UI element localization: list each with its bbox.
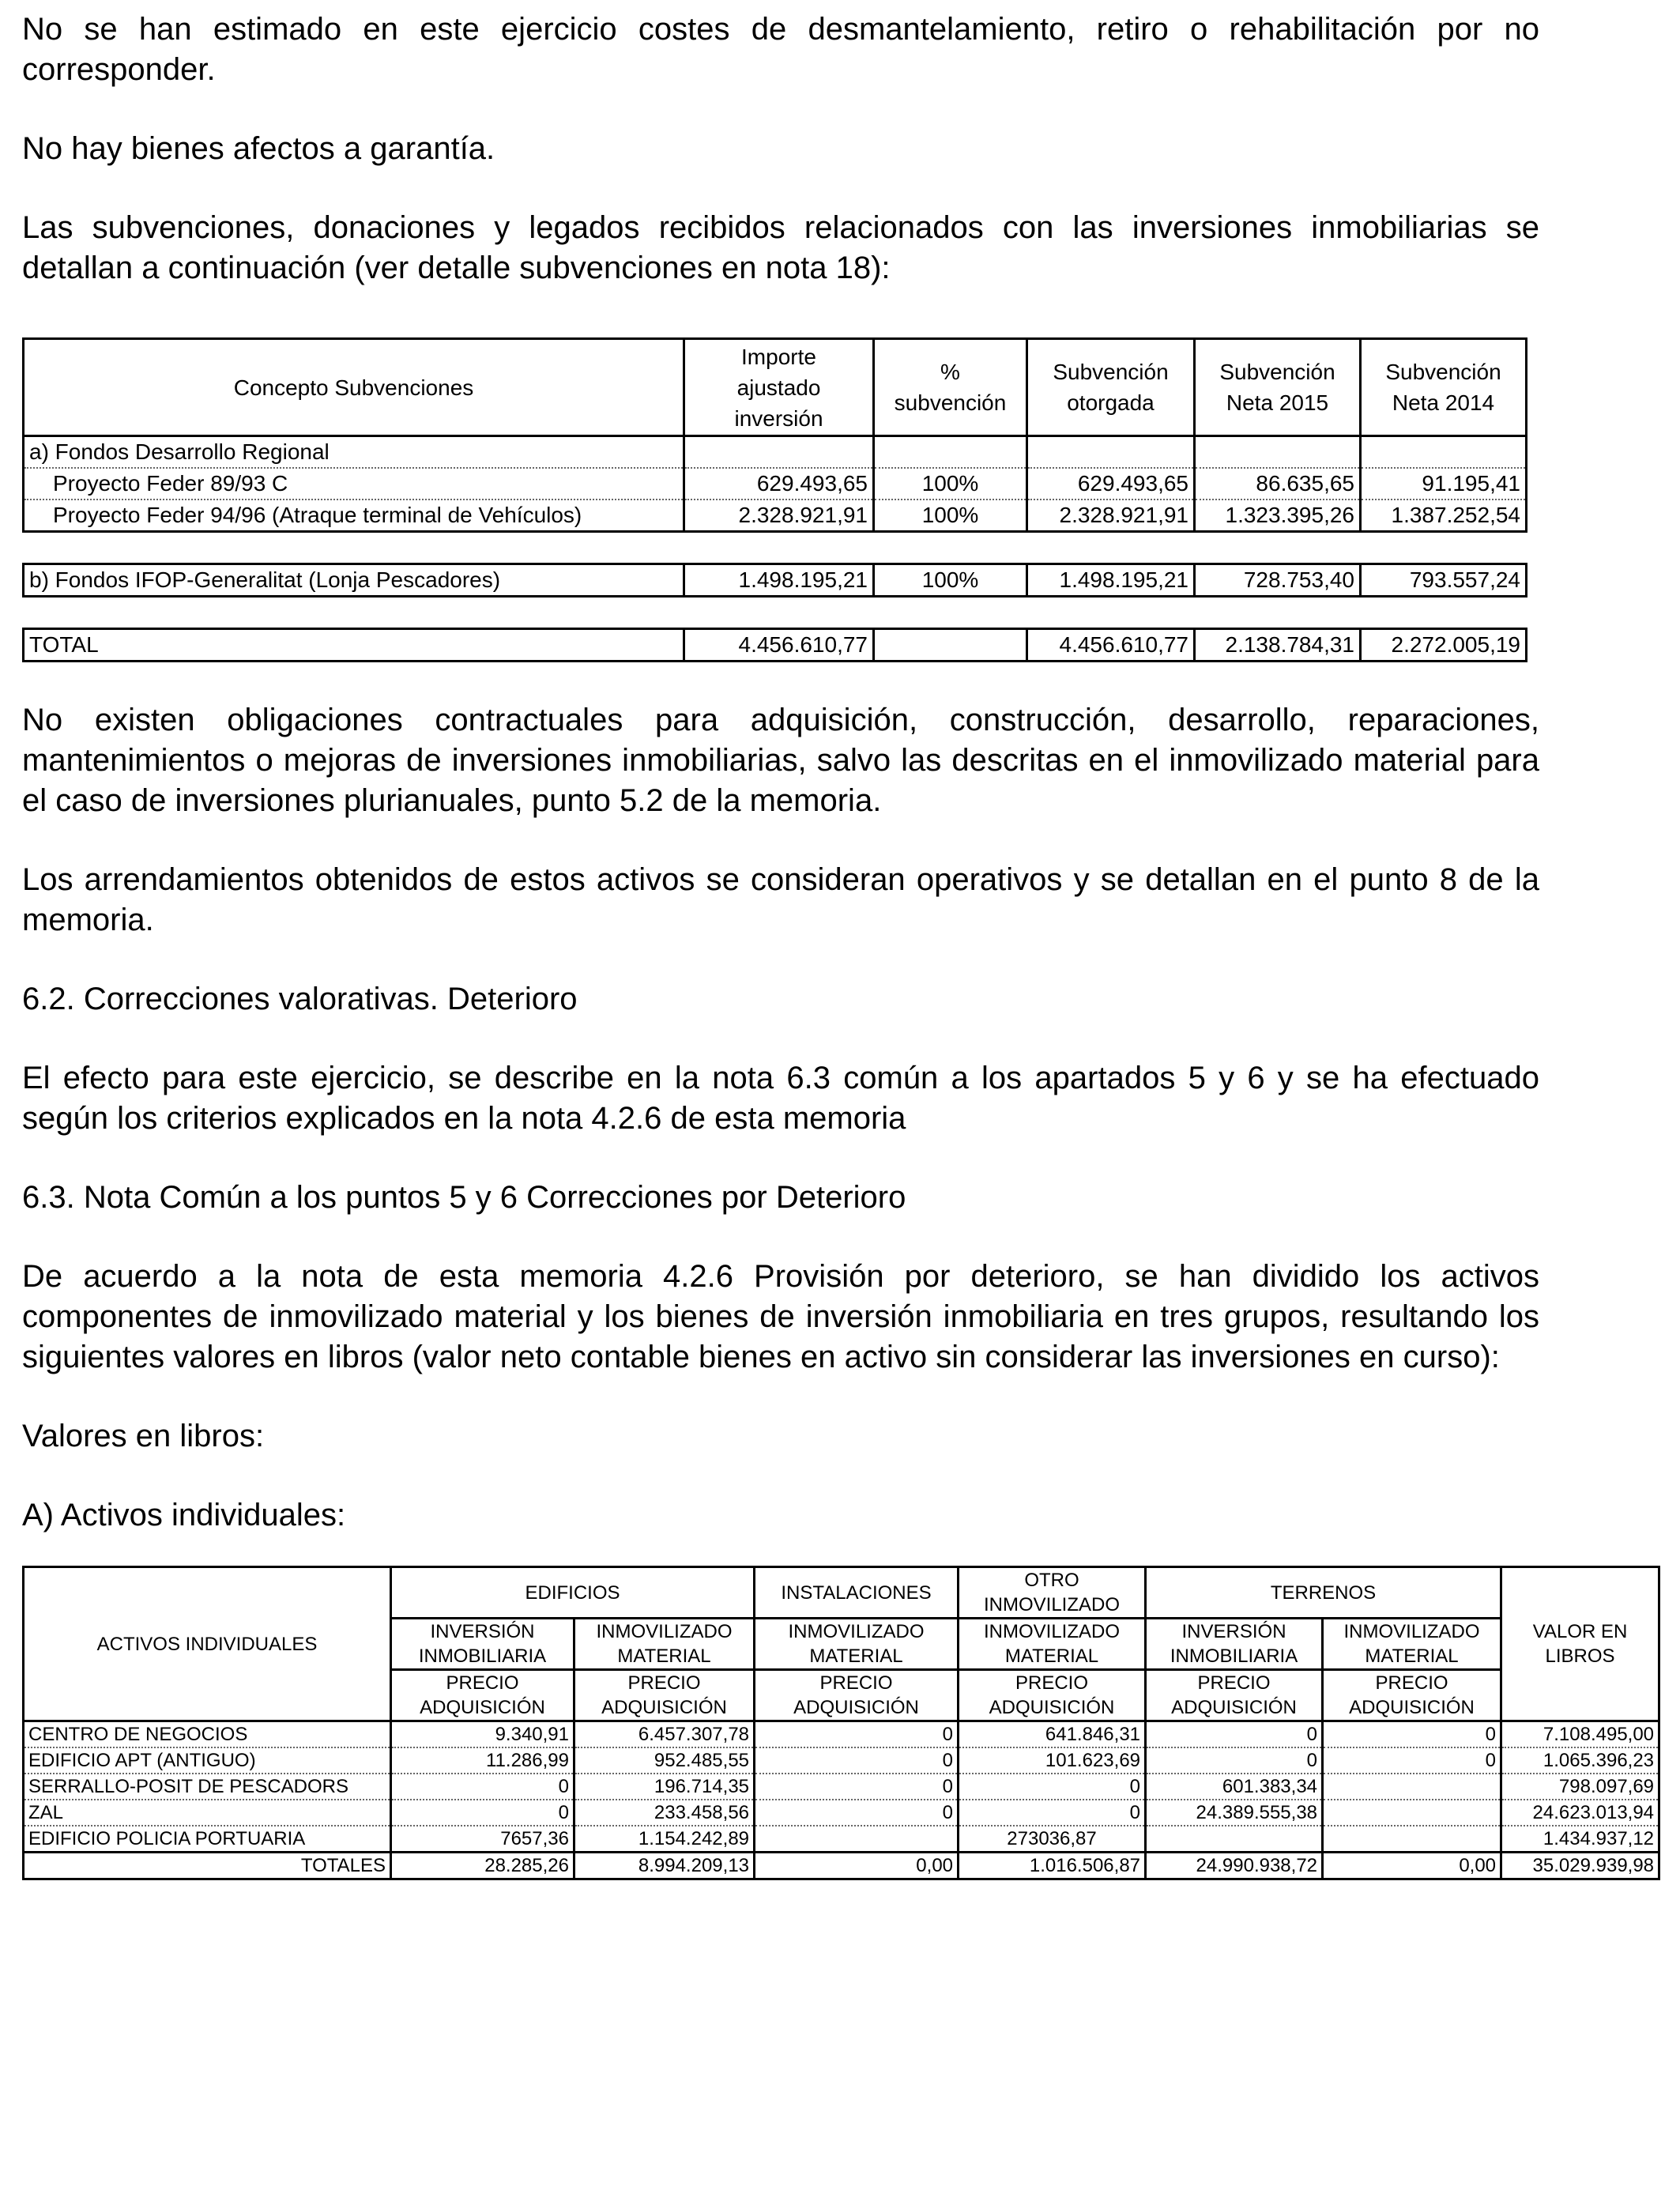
header-neta-2015-line2: Neta 2015 [1226,390,1329,415]
header-neta-2014 [1361,339,1527,436]
header-otro-inmovilizado [959,1567,1146,1619]
cell: 273036,87 [959,1826,1146,1853]
cell: 9.340,91 [391,1721,574,1748]
header-precio-adquisicion [1146,1670,1323,1721]
cell: 101.623,69 [959,1747,1146,1774]
section-heading-6-3: 6.3. Nota Común a los puntos 5 y 6 Correcciones por Deterioro [22,1180,906,1215]
row-neta-2014: 1.387.252,54 [1361,499,1527,532]
cell: 7.108.495,00 [1501,1721,1659,1748]
cell: 24.389.555,38 [1146,1800,1323,1826]
section-heading-6-2: 6.2. Correcciones valorativas. Deterioro [22,982,578,1016]
header-inm-line1: INMOVILIZADO [1343,1621,1480,1642]
cell: 24.623.013,94 [1501,1800,1659,1826]
cell: 0 [391,1800,574,1826]
header-otorgada-line2: otorgada [1067,390,1155,415]
header-inm-line2: MATERIAL [617,1646,711,1667]
activos-individuales-table [22,1566,1660,1880]
row-concepto: Proyecto Feder 89/93 C [24,468,684,499]
row-neta-2015: 1.323.395,26 [1195,499,1361,532]
header-otro-line2: INMOVILIZADO [984,1594,1121,1615]
row-neta-2015: 728.753,40 [1195,564,1361,597]
header-neta-2014-line1: Subvención [1385,360,1501,384]
cell: 1.154.242,89 [574,1826,755,1853]
header-valor-line1: VALOR EN [1532,1621,1628,1642]
cell [1323,1826,1501,1853]
row-concepto: Proyecto Feder 94/96 (Atraque terminal de Vehículos) [24,499,684,532]
header-inv-line1: INVERSIÓN [430,1621,535,1642]
total-cell: 24.990.938,72 [1146,1853,1323,1879]
paragraph-subvenciones-intro: Las subvenciones, donaciones y legados recibidos relacionados con las inversiones inmobiliarias se detallan a continuación (ver detalle subvenciones en nota 18): [22,210,1539,285]
header-adquisicion: ADQUISICIÓN [989,1697,1115,1718]
paragraph-activos-individuales: A) Activos individuales: [22,1498,346,1532]
header-precio-adquisicion [574,1670,755,1721]
totales-row [24,1853,1659,1879]
cell [1323,1774,1501,1800]
cell: 196.714,35 [574,1774,755,1800]
total-neta-2014: 2.272.005,19 [1361,629,1527,662]
cell [755,1826,959,1853]
table-row [24,1800,1659,1826]
cell: 798.097,69 [1501,1774,1659,1800]
totales-label: TOTALES [24,1853,391,1879]
cell: 6.457.307,78 [574,1721,755,1748]
cell: 0 [755,1747,959,1774]
row-otorgada: 629.493,65 [1027,468,1195,499]
cell [1146,1826,1323,1853]
row-importe: 629.493,65 [684,468,874,499]
cell: 0 [755,1774,959,1800]
row-concepto: b) Fondos IFOP-Generalitat (Lonja Pescadores) [24,564,684,597]
total-label: TOTAL [24,629,684,662]
header-activos-individuales: ACTIVOS INDIVIDUALES [24,1567,391,1721]
header-inversion-inmobiliaria [391,1619,574,1670]
row-pct: 100% [874,564,1027,597]
header-inm-line1: INMOVILIZADO [596,1621,733,1642]
cell: 11.286,99 [391,1747,574,1774]
header-inmovilizado-material [755,1619,959,1670]
header-precio: PRECIO [446,1672,519,1694]
header-inmovilizado-material [959,1619,1146,1670]
document-page [22,9,1655,1880]
header-precio-adquisicion [1323,1670,1501,1721]
header-concepto: Concepto Subvenciones [24,339,684,436]
row-neta-2015: 86.635,65 [1195,468,1361,499]
header-inv-line2: INMOBILIARIA [1170,1646,1298,1667]
row-pct: 100% [874,499,1027,532]
paragraph-obligaciones: No existen obligaciones contractuales para adquisición, construcción, desarrollo, reparaciones, mantenimientos o mejoras de inversiones inmobiliarias, salvo las descritas en el inmovilizado material para el caso de inversiones plurianuales, punto 5.2 de la memoria. [22,703,1539,818]
activos-header-row-1 [24,1567,1659,1619]
total-cell: 1.016.506,87 [959,1853,1146,1879]
row-name: EDIFICIO APT (ANTIGUO) [24,1747,391,1774]
table-row [24,1747,1659,1774]
header-instalaciones: INSTALACIONES [755,1567,959,1619]
cell: 7657,36 [391,1826,574,1853]
header-inmovilizado-material [1323,1619,1501,1670]
header-pct-line2: subvención [894,390,1007,415]
header-adquisicion: ADQUISICIÓN [1171,1697,1297,1718]
header-precio-adquisicion [391,1670,574,1721]
header-importe-line1: Importe [741,344,816,369]
total-cell: 35.029.939,98 [1501,1853,1659,1879]
paragraph-arrendamientos: Los arrendamientos obtenidos de estos activos se consideran operativos y se detallan en el punto 8 de la memoria. [22,862,1539,937]
cell: 0 [959,1800,1146,1826]
paragraph-efecto: El efecto para este ejercicio, se describe en la nota 6.3 común a los apartados 5 y 6 y se ha efectuado según los criterios explicados en la nota 4.2.6 de esta memoria [22,1061,1539,1136]
header-importe-line2: ajustado [736,375,821,400]
cell: 0 [391,1774,574,1800]
row-neta-2014: 793.557,24 [1361,564,1527,597]
table-row [24,1721,1659,1748]
table-row [24,564,1527,597]
paragraph-desmantelamiento: No se han estimado en este ejercicio costes de desmantelamiento, retiro o rehabilitación por no corresponder. [22,12,1539,87]
header-inv-line1: INVERSIÓN [1181,1621,1286,1642]
cell: 601.383,34 [1146,1774,1323,1800]
header-precio: PRECIO [1375,1672,1448,1694]
header-importe-line3: inversión [734,405,823,431]
row-name: CENTRO DE NEGOCIOS [24,1721,391,1748]
row-name: ZAL [24,1800,391,1826]
total-importe: 4.456.610,77 [684,629,874,662]
cell: 0 [1146,1747,1323,1774]
row-pct: 100% [874,468,1027,499]
header-pct-line1: % [940,360,960,384]
header-adquisicion: ADQUISICIÓN [420,1697,545,1718]
header-otorgada [1027,339,1195,436]
total-pct [874,629,1027,662]
header-precio: PRECIO [819,1672,893,1694]
header-otro-line1: OTRO [1024,1570,1079,1591]
cell [1323,1800,1501,1826]
total-cell: 0,00 [755,1853,959,1879]
total-cell: 8.994.209,13 [574,1853,755,1879]
header-inv-line2: INMOBILIARIA [418,1646,547,1667]
header-valor-line2: LIBROS [1545,1646,1615,1667]
header-neta-2015 [1195,339,1361,436]
header-terrenos: TERRENOS [1146,1567,1501,1619]
row-name: EDIFICIO POLICIA PORTUARIA [24,1826,391,1853]
header-neta-2015-line1: Subvención [1219,360,1335,384]
table-row [24,1774,1659,1800]
paragraph-garantia: No hay bienes afectos a garantía. [22,131,495,166]
header-valor-en-libros [1501,1567,1659,1721]
table-row [24,1826,1659,1853]
header-inm-line1: INMOVILIZADO [788,1621,925,1642]
header-precio-adquisicion [959,1670,1146,1721]
cell: 0 [1323,1747,1501,1774]
cell: 641.846,31 [959,1721,1146,1748]
header-precio: PRECIO [627,1672,701,1694]
cell: 233.458,56 [574,1800,755,1826]
total-row [24,629,1527,662]
header-adquisicion: ADQUISICIÓN [601,1697,727,1718]
table-row [24,468,1527,499]
header-pct [874,339,1027,436]
header-precio: PRECIO [1015,1672,1089,1694]
row-otorgada: 2.328.921,91 [1027,499,1195,532]
row-importe: 1.498.195,21 [684,564,874,597]
header-inm-line1: INMOVILIZADO [984,1621,1121,1642]
group-label: a) Fondos Desarrollo Regional [24,436,684,469]
header-inm-line2: MATERIAL [1365,1646,1459,1667]
header-inmovilizado-material [574,1619,755,1670]
header-inm-line2: MATERIAL [809,1646,903,1667]
header-inversion-inmobiliaria [1146,1619,1323,1670]
cell: 0 [1146,1721,1323,1748]
header-adquisicion: ADQUISICIÓN [1349,1697,1475,1718]
subvenciones-header-row [24,339,1527,436]
header-adquisicion: ADQUISICIÓN [793,1697,919,1718]
cell: 0 [755,1800,959,1826]
header-otorgada-line1: Subvención [1053,360,1169,384]
row-name: SERRALLO-POSIT DE PESCADORS [24,1774,391,1800]
cell: 0 [1323,1721,1501,1748]
paragraph-valores-en-libros: Valores en libros: [22,1419,265,1453]
cell: 1.065.396,23 [1501,1747,1659,1774]
cell: 0 [755,1721,959,1748]
total-cell: 28.285,26 [391,1853,574,1879]
subvenciones-table [22,337,1527,662]
header-edificios: EDIFICIOS [391,1567,755,1619]
cell: 0 [959,1774,1146,1800]
header-neta-2014-line2: Neta 2014 [1392,390,1495,415]
row-importe: 2.328.921,91 [684,499,874,532]
header-inm-line2: MATERIAL [1004,1646,1099,1667]
table-row [24,499,1527,532]
header-precio-adquisicion [755,1670,959,1721]
row-neta-2014: 91.195,41 [1361,468,1527,499]
header-importe [684,339,874,436]
table-row [24,436,1527,469]
total-otorgada: 4.456.610,77 [1027,629,1195,662]
row-otorgada: 1.498.195,21 [1027,564,1195,597]
header-precio: PRECIO [1197,1672,1271,1694]
cell: 1.434.937,12 [1501,1826,1659,1853]
total-neta-2015: 2.138.784,31 [1195,629,1361,662]
cell: 952.485,55 [574,1747,755,1774]
paragraph-acuerdo: De acuerdo a la nota de esta memoria 4.2.6 Provisión por deterioro, se han dividido los activos componentes de inmovilizado material y los bienes de inversión inmobiliaria en tres grupos, resultando los siguientes valores en libros (valor neto contable bienes en activo sin considerar las inversiones en curso): [22,1259,1539,1374]
total-cell: 0,00 [1323,1853,1501,1879]
